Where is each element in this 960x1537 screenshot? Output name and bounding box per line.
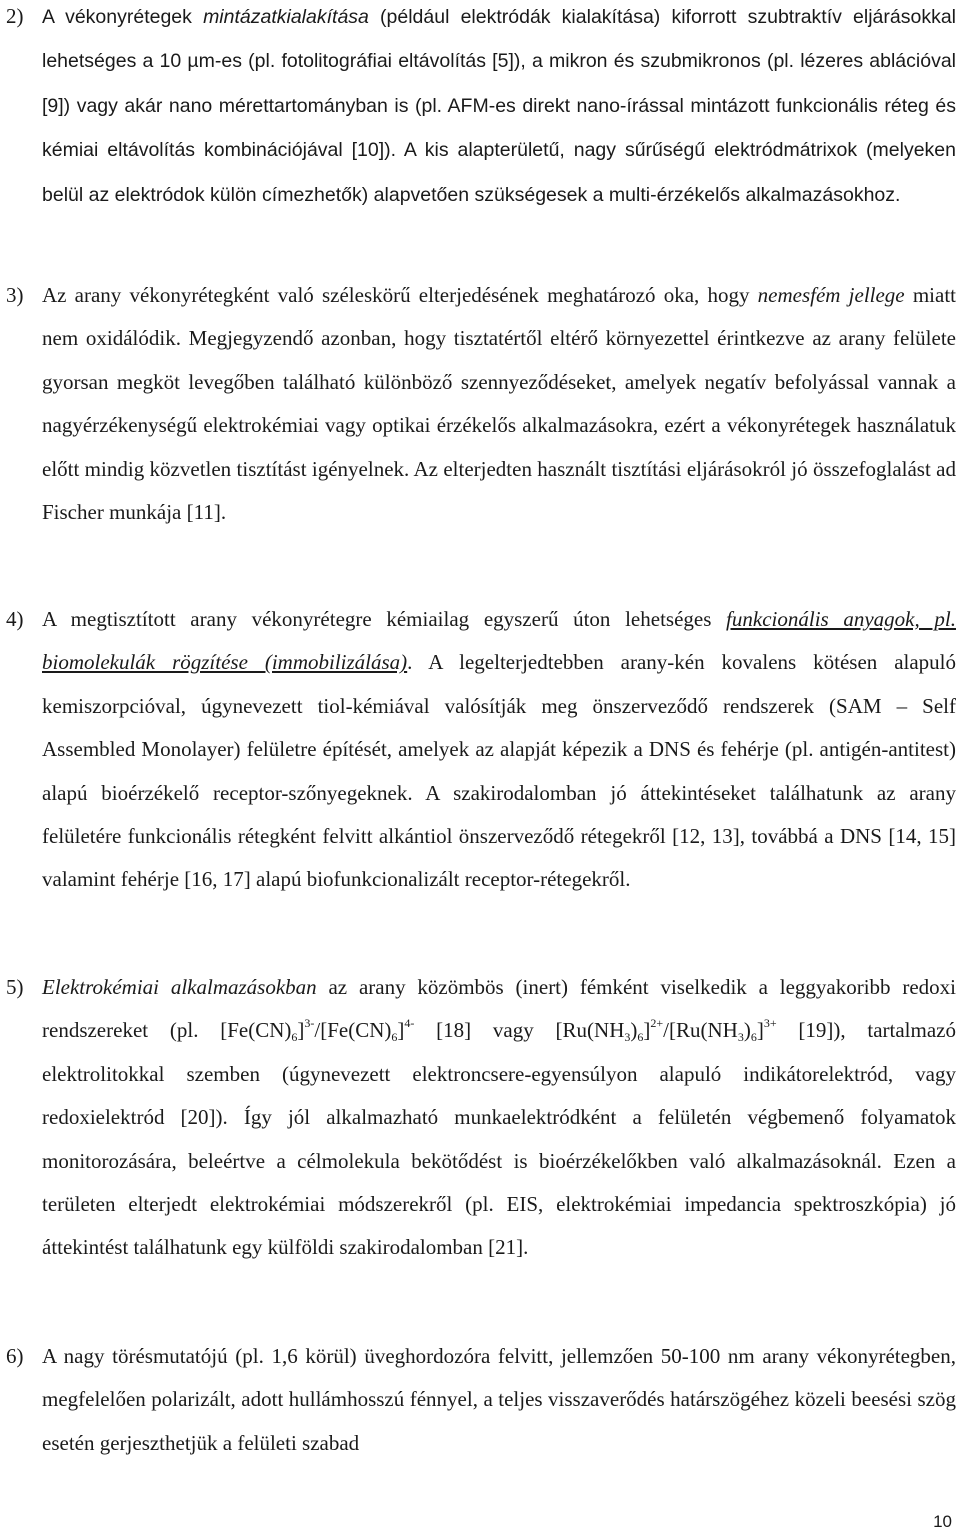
subscript: 6 [291,1030,298,1045]
text-run: /[Ru(NH [663,1018,738,1043]
list-item-4 [6,598,956,902]
emphasis-text: mintázatkialakítása [203,6,369,28]
text-run: A nagy törésmutatójú (pl. 1,6 körül) üveghordozóra felvitt, jellemzően 50-100 nm arany vékonyrétegben, megfelelően polarizált, adott hullámhosszú fénnyel, a teljes visszaverődés határszögéhez közeli beesési szög esetén gerjeszthetjük a felületi szabad [42,1344,956,1455]
list-item-text [42,274,956,534]
text-run: fotolitográfiai eltávolítás [5]), a mikron és szubmikronos (pl. lézeres ablációval [9]) vagy akár nano mérettartományban is (pl. AFM-es direkt nano-írással mintázott funkcionális réteg és kémiai eltávolítás kombinációjával [10]). A kis alapterületű, nagy sűrűségű elektródmátrixok (melyeken belül az elektródok külön címezhetők) alapvetően szükségesek a multi-érzékelős alkalmazásokhoz. [42,50,956,206]
text-run: [18] vagy [Ru(NH [414,1018,625,1043]
list-item-number: 4) [6,607,24,631]
text-run: ] [397,1018,405,1043]
text-run: A vékonyrétegek [42,6,204,28]
emphasis-text: Elektrokémiai alkalmazásokban [42,975,317,999]
subscript: 6 [637,1030,644,1045]
subscript: 6 [750,1030,757,1045]
page-number: 10 [933,1512,952,1531]
subscript: 6 [391,1030,398,1045]
subscript: 3 [737,1030,744,1045]
superscript: 3- [304,1016,315,1031]
text-run: ) [630,1018,638,1043]
text-run: . A legelterjedtebben arany-kén kovalens kötésen alapuló kemiszorpcióval, úgynevezett tiol-kémiával valósítják meg önszerveződő rendszerek (SAM – Self Assembled Monolayer) felületre építését, amelyek az alapját képezik a DNS és fehérje (pl. antigén-antitest) alapú bioérzékelő receptor-szőnyegeknek. A szakirodalomban jó áttekintéseket találhatunk az arany felületére funkcionális rétegként felvitt alkántiol önszerveződő rétegekről [12, 13], továbbá a DNS [14, 15] valamint fehérje [16, 17] alapú biofunkcionalizált receptor-rétegekről. [42,650,957,892]
list-item-6 [6,1335,956,1465]
list-item-number: 3) [6,283,24,307]
text-run: Az arany vékonyrétegként való széleskörű elterjedésének meghatározó oka, hogy [42,283,758,307]
text-run: Az elterjedten használt tisztítási eljárásokról jó összefoglalást ad Fischer munkája [11]. [42,456,956,525]
text-run: (például elektródák kialakítása) kiforrott szubtraktív eljárásokkal lehetséges a 10 µm-es (pl. [42,6,957,73]
list-item-text [42,966,956,1270]
text-run: [19]), tartalmazó elektrolitokkal szemben (úgynevezett elektroncsere-egyensúlyon alapuló indikátorelektród, vagy redoxielektród [20]). Így jól alkalmazható munkaelektródként a felületén végbemenő folyamatok monitorozására, beleértve a célmolekula bekötődést is bioérzékelőkben való alkalmazásoknál. Ezen a területen elterjedt elektrokémiai módszerekről (pl. EIS, elektrokémiai impedancia spektroszkópia) jó áttekintést találhatunk egy külföldi szakirodalomban [21]. [42,1018,956,1260]
superscript: 3+ [763,1016,777,1031]
list-item-number: 2) [6,4,24,28]
list-item-number: 6) [6,1344,24,1368]
list-item-5 [6,966,956,1270]
subscript: 3 [624,1030,631,1045]
superscript: 4- [404,1016,415,1031]
text-run: miatt nem oxidálódik. Megjegyzendő azonban, hogy tisztatértől eltérő környezettel érintkezve az arany felülete gyorsan megköt levegőben található különböző szennyeződéseket, amelyek negatív befolyással vannak a nagyérzékenységű elektrokémiai vagy optikai érzékelős alkalmazásokra, ezért a vékonyrétegek használatuk előtt mindig közvetlen tisztítást igényelnek. [42,283,956,481]
list-item-2 [6,0,956,217]
list-item-3 [6,274,956,534]
list-item-text [42,598,956,902]
text-run: az arany közömbös (inert) fémként viselkedik a leggyakoribb redoxi rendszereket (pl. [Fe(CN) [42,975,957,1043]
text-run: ) [743,1018,751,1043]
emphasis-text: nemesfém jellege [757,283,905,307]
text-run: ] [643,1018,651,1043]
text-run: ] [297,1018,305,1043]
list-item-text [42,1335,956,1465]
list-item-text [42,0,956,217]
text-run: ] [756,1018,764,1043]
text-run: /[Fe(CN) [314,1018,392,1043]
list-item-number: 5) [6,975,24,999]
superscript: 2+ [650,1016,664,1031]
text-run: A megtisztított arany vékonyrétegre kémiailag egyszerű úton lehetséges [42,607,727,631]
emphasis-text: funkcionális anyagok, pl. biomolekulák rögzítése (immobilizálása) [42,607,956,675]
